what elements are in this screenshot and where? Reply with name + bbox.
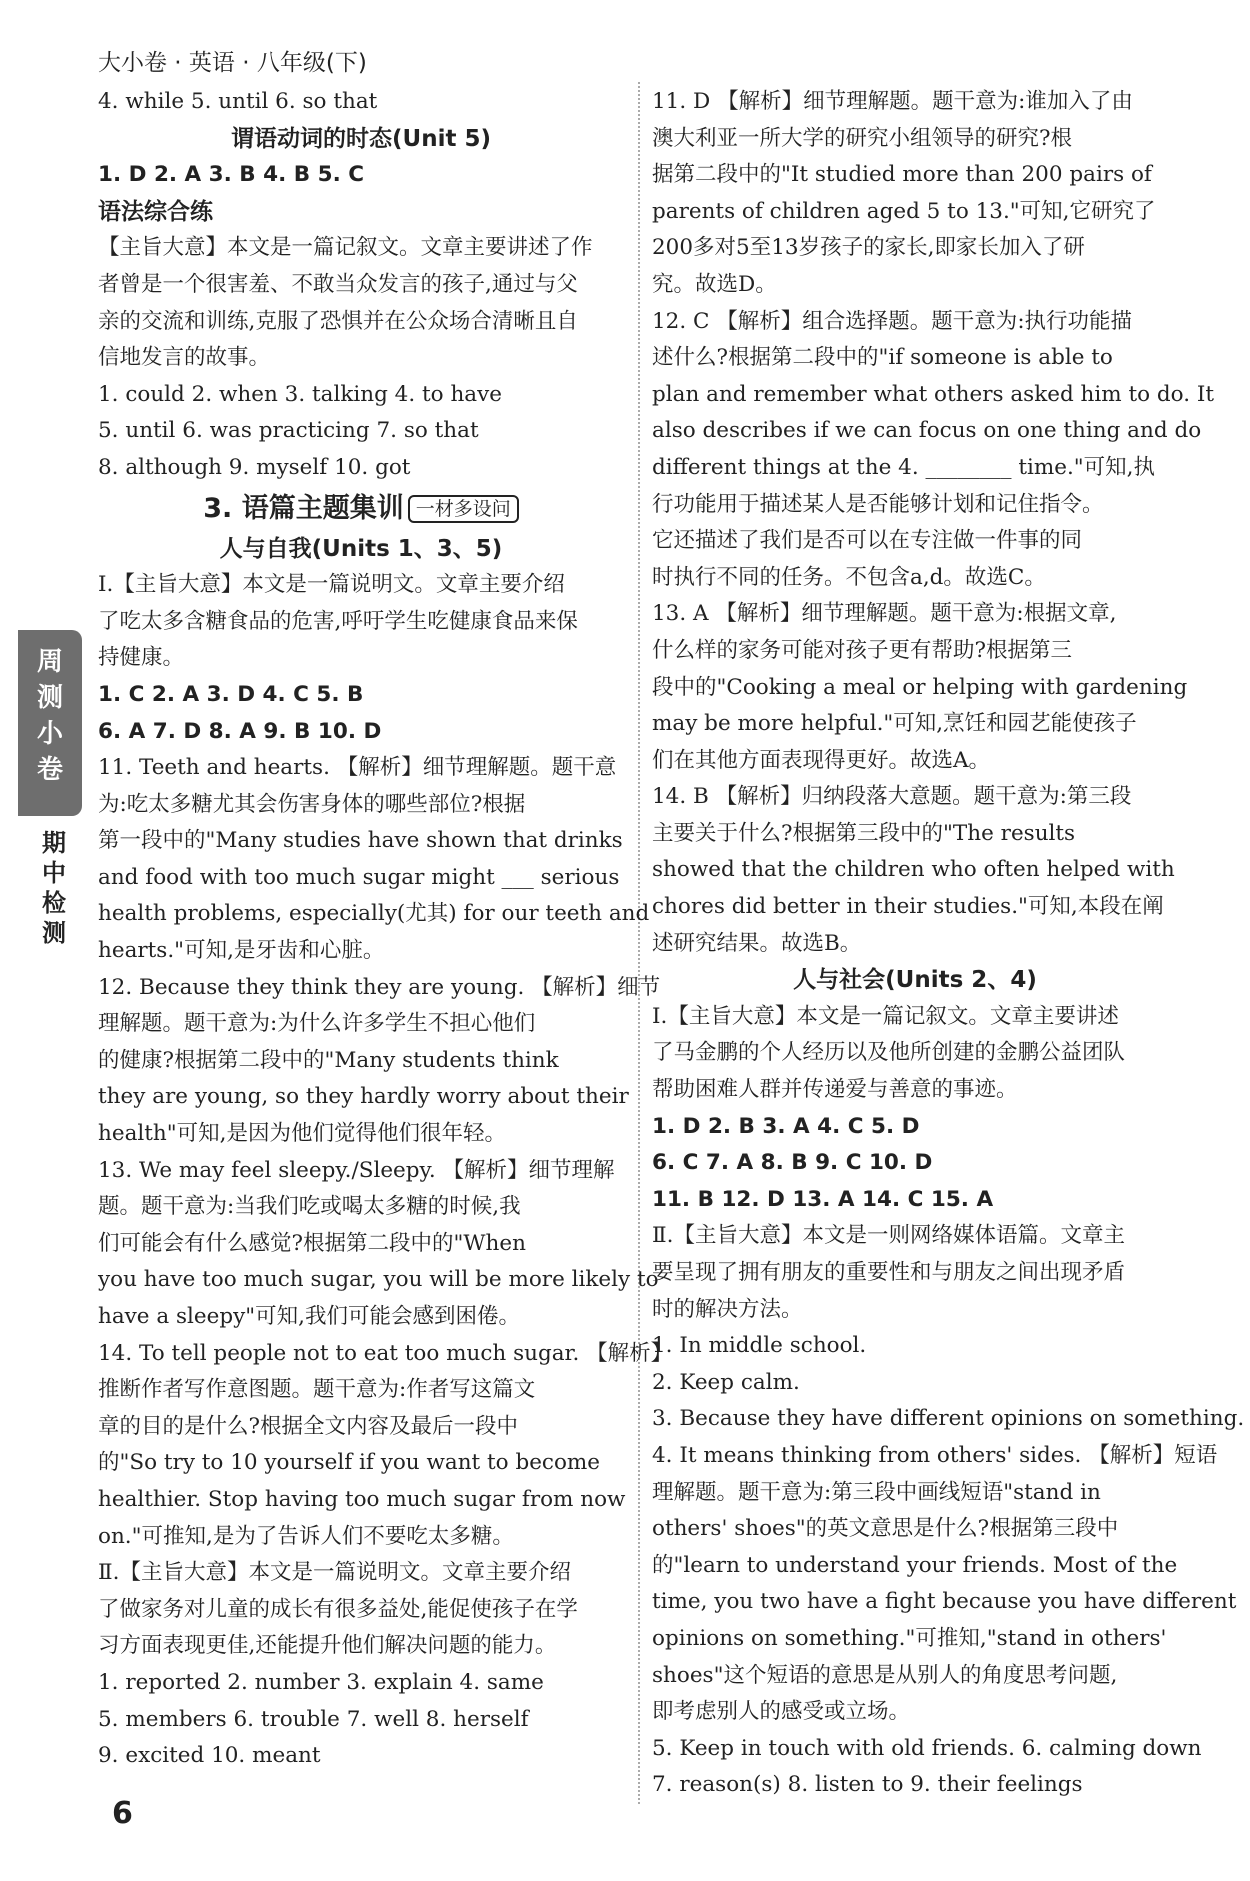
text-line: 7. reason(s) 8. listen to 9. their feelings xyxy=(652,1772,1083,1798)
section-heading: 人与自我(Units 1、3、5) xyxy=(219,535,503,562)
text-line: 的"learn to understand your friends. Most of the xyxy=(652,1552,1178,1578)
text-line: chores did better in their studies."可知,本段在阐 xyxy=(652,894,1164,920)
text-line: 了马金鹏的个人经历以及他所创建的金鹏公益团队 xyxy=(652,1040,1126,1066)
answer-line: 6. C 7. A 8. B 9. C 10. D xyxy=(652,1150,933,1176)
text-line: 理解题。题干意为:为什么许多学生不担心他们 xyxy=(98,1011,536,1037)
text-line: 章的目的是什么?根据全文内容及最后一段中 xyxy=(98,1413,519,1439)
text-line: shoes"这个短语的意思是从别人的角度思考问题, xyxy=(652,1662,1118,1688)
text-line: 5. Keep in touch with old friends. 6. calming down xyxy=(652,1735,1202,1761)
main-heading xyxy=(98,487,624,531)
text-line: parents of children aged 5 to 13."可知,它研究了 xyxy=(652,198,1156,224)
side-tab-sub: 期中检测 xyxy=(42,829,66,947)
text-line: 1. could 2. when 3. talking 4. to have xyxy=(98,381,502,407)
text-line: 者曾是一个很害羞、不敢当众发言的孩子,通过与父 xyxy=(98,271,578,297)
text-line: Ⅱ.【主旨大意】本文是一篇说明文。文章主要介绍 xyxy=(98,1560,571,1586)
text-line: 1. In middle school. xyxy=(652,1333,867,1359)
text-line: different things at the 4. ________ time."可知,执 xyxy=(652,454,1156,480)
text-line: 5. until 6. was practicing 7. so that xyxy=(98,418,479,444)
text-line: 第一段中的"Many studies have shown that drinks xyxy=(98,828,623,854)
column-divider xyxy=(638,82,640,1804)
text-line: 11. D 【解析】细节理解题。题干意为:谁加入了由 xyxy=(652,89,1133,114)
text-line: healthier. Stop having too much sugar from now xyxy=(98,1486,626,1512)
text-line: 3. Because they have different opinions on something. xyxy=(652,1406,1245,1432)
text-line: 澳大利亚一所大学的研究小组领导的研究?根 xyxy=(652,125,1073,151)
section-heading: 语法综合练 xyxy=(98,198,213,225)
text-line: 11. Teeth and hearts. 【解析】细节理解题。题干意 xyxy=(98,755,617,781)
text-line: 习方面表现更佳,还能提升他们解决问题的能力。 xyxy=(98,1633,557,1659)
text-line: 持健康。 xyxy=(98,645,185,671)
page-header: 大小卷 · 英语 · 八年级(下) xyxy=(98,50,367,76)
text-line: 4. It means thinking from others' sides. 【解析】短语 xyxy=(652,1442,1218,1468)
text-line: 们可能会有什么感觉?根据第二段中的"When xyxy=(98,1230,526,1256)
side-tab-label: 周测小卷 xyxy=(36,647,63,785)
text-line: 200多对5至13岁孩子的家长,即家长加入了研 xyxy=(652,235,1085,261)
text-line: 【主旨大意】本文是一篇记叙文。文章主要讲述了作 xyxy=(98,235,593,261)
left-column xyxy=(98,84,673,1775)
text-line: have a sleepy"可知,我们可能会感到困倦。 xyxy=(98,1304,521,1329)
text-line: 帮助困难人群并传递爱与善意的事迹。 xyxy=(652,1077,1018,1103)
text-line: also describes if we can focus on one thing and do xyxy=(652,418,1202,444)
answer-line: 11. B 12. D 13. A 14. C 15. A xyxy=(652,1186,994,1212)
text-line: 据第二段中的"It studied more than 200 pairs of xyxy=(652,162,1152,188)
text-line: 14. To tell people not to eat too much sugar. 【解析】 xyxy=(98,1340,673,1366)
text-line: 题。题干意为:当我们吃或喝太多糖的时候,我 xyxy=(98,1194,521,1220)
text-line: opinions on something."可推知,"stand in others' xyxy=(652,1625,1167,1651)
text-line: 1. reported 2. number 3. explain 4. same xyxy=(98,1669,544,1695)
heading-tag: 一材多设问 xyxy=(408,495,519,523)
text-line: 的健康?根据第二段中的"Many students think xyxy=(98,1047,559,1073)
text-line: 段中的"Cooking a meal or helping with gardening xyxy=(652,674,1188,700)
text-line: 究。故选D。 xyxy=(652,271,777,297)
text-line: 信地发言的故事。 xyxy=(98,345,271,371)
text-line: 它还描述了我们是否可以在专注做一件事的同 xyxy=(652,528,1083,554)
text-line: they are young, so they hardly worry about their xyxy=(98,1084,629,1110)
main-heading-text: 3. 语篇主题集训 xyxy=(203,492,404,524)
text-line: plan and remember what others asked him to do. It xyxy=(652,381,1215,407)
answer-line: 1. C 2. A 3. D 4. C 5. B xyxy=(98,681,364,707)
text-line: 什么样的家务可能对孩子更有帮助?根据第三 xyxy=(652,637,1073,663)
text-line: 14. B 【解析】归纳段落大意题。题干意为:第三段 xyxy=(652,784,1132,810)
right-column xyxy=(652,84,1245,1804)
answer-line: 1. D 2. B 3. A 4. C 5. D xyxy=(652,1113,920,1139)
text-line: 的"So try to 10 yourself if you want to become xyxy=(98,1450,601,1476)
text-line: you have too much sugar, you will be more likely to xyxy=(98,1267,659,1293)
text-line: Ⅰ.【主旨大意】本文是一篇记叙文。文章主要讲述 xyxy=(652,1003,1119,1029)
section-heading: 人与社会(Units 2、4) xyxy=(793,967,1037,994)
page-number: 6 xyxy=(112,1796,133,1831)
text-line: showed that the children who often helped with xyxy=(652,857,1175,883)
answer-line: 6. A 7. D 8. A 9. B 10. D xyxy=(98,718,382,744)
text-line: 12. Because they think they are young. 【解析】细节 xyxy=(98,974,661,1000)
text-line: 12. C 【解析】组合选择题。题干意为:执行功能描 xyxy=(652,308,1133,334)
text-line: 行功能用于描述某人是否能够计划和记住指令。 xyxy=(652,491,1104,517)
text-line: 了吃太多含糖食品的危害,呼吁学生吃健康食品来保 xyxy=(98,608,578,634)
text-line: 亲的交流和训练,克服了恐惧并在公众场合清晰且自 xyxy=(98,308,578,334)
text-line: Ⅱ.【主旨大意】本文是一则网络媒体语篇。文章主 xyxy=(652,1223,1125,1249)
text-line: 时的解决方法。 xyxy=(652,1296,803,1322)
text-line: 13. A 【解析】细节理解题。题干意为:根据文章, xyxy=(652,601,1117,627)
text-line: 要呈现了拥有朋友的重要性和与朋友之间出现矛盾 xyxy=(652,1260,1126,1285)
side-tab xyxy=(18,630,82,816)
text-line: 4. while 5. until 6. so that xyxy=(98,89,378,114)
text-line: 13. We may feel sleepy./Sleepy. 【解析】细节理解 xyxy=(98,1157,615,1183)
text-line: time, you two have a fight because you have different xyxy=(652,1589,1237,1615)
text-line: 9. excited 10. meant xyxy=(98,1743,321,1769)
text-line: 述什么?根据第二段中的"if someone is able to xyxy=(652,345,1113,371)
text-line: on."可推知,是为了告诉人们不要吃太多糖。 xyxy=(98,1523,514,1549)
text-line: 为:吃太多糖尤其会伤害身体的哪些部位?根据 xyxy=(98,791,526,817)
text-line: and food with too much sugar might ___ serious xyxy=(98,864,620,890)
text-line: 时执行不同的任务。不包含a,d。故选C。 xyxy=(652,564,1046,590)
section-heading: 谓语动词的时态(Unit 5) xyxy=(231,125,491,152)
text-line: hearts."可知,是牙齿和心脏。 xyxy=(98,938,385,964)
text-line: 2. Keep calm. xyxy=(652,1369,800,1395)
answer-line: 1. D 2. A 3. B 4. B 5. C xyxy=(98,162,365,188)
text-line: may be more helpful."可知,烹饪和园艺能使孩子 xyxy=(652,711,1137,737)
text-line: others' shoes"的英文意思是什么?根据第三段中 xyxy=(652,1516,1119,1542)
text-line: 们在其他方面表现得更好。故选A。 xyxy=(652,747,991,773)
text-line: 即考虑别人的感受或立场。 xyxy=(652,1699,911,1725)
text-line: 理解题。题干意为:第三段中画线短语"stand in xyxy=(652,1479,1101,1505)
text-line: 推断作者写作意图题。题干意为:作者写这篇文 xyxy=(98,1377,536,1403)
text-line: 主要关于什么?根据第三段中的"The results xyxy=(652,820,1076,846)
text-line: Ⅰ.【主旨大意】本文是一篇说明文。文章主要介绍 xyxy=(98,572,565,598)
text-line: health"可知,是因为他们觉得他们很年轻。 xyxy=(98,1121,506,1147)
text-line: health problems, especially(尤其) for our teeth and xyxy=(98,901,650,927)
text-line: 了做家务对儿童的成长有很多益处,能促使孩子在学 xyxy=(98,1596,578,1622)
text-line: 述研究结果。故选B。 xyxy=(652,930,862,956)
text-line: 5. members 6. trouble 7. well 8. herself xyxy=(98,1706,529,1732)
text-line: 8. although 9. myself 10. got xyxy=(98,454,411,480)
